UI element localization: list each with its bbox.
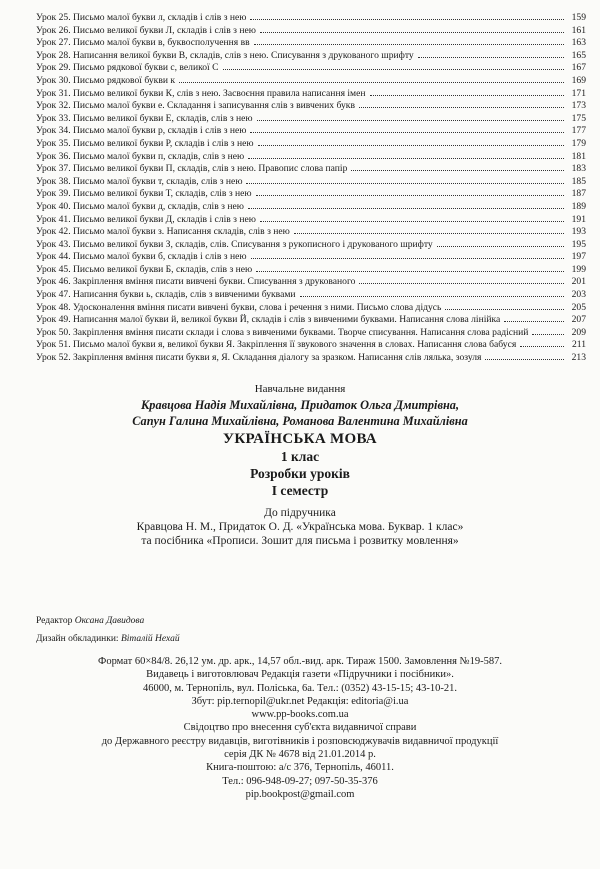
publisher-line: Формат 60×84/8. 26,12 ум. др. арк., 14,57 обл.-вид. арк. Тираж 1500. Замовлення №19-587. [98, 656, 502, 667]
toc-lesson-title: Урок 44. Письмо малої букви б, складів і слів з нею [36, 251, 247, 263]
toc-lesson-title: Урок 46. Закріплення вміння писати вивчені букви. Списування з друкованого [36, 276, 356, 288]
toc-row [36, 151, 586, 164]
toc-row [36, 276, 586, 289]
publisher-line: серія ДК № 4678 від 21.01.2014 р. [224, 749, 376, 761]
publisher-line: pip.bookpost@gmail.com [245, 788, 355, 800]
toc-page-number: 183 [571, 163, 586, 175]
toc-row [36, 327, 586, 340]
toc-lesson-title: Урок 52. Закріплення вміння писати букви я, Я. Складання діалогу за зразком. Написання слів лялька, зозуля [36, 352, 482, 364]
textbook-line-1: До підручника [264, 507, 336, 519]
toc-leader-dots [260, 221, 564, 222]
toc-page-number: 203 [571, 289, 586, 301]
toc-leader-dots [254, 44, 564, 45]
editor-label: Редактор [36, 616, 73, 626]
toc-page-number: 175 [571, 112, 586, 124]
editor-name: Оксана Давидова [74, 616, 145, 626]
toc-leader-dots [248, 208, 564, 209]
toc-page-number: 181 [571, 150, 586, 162]
toc-row [36, 25, 586, 38]
toc-leader-dots [485, 359, 564, 360]
toc-lesson-title: Урок 43. Письмо великої букви З, складів, слів. Списування з рукописного і друкованого шрифту [36, 238, 433, 250]
toc-leader-dots [504, 321, 564, 322]
toc-page-number: 177 [571, 125, 586, 137]
toc-page-number: 197 [571, 251, 586, 263]
book-title: УКРАЇНСЬКА МОВА [223, 431, 377, 447]
toc-leader-dots [520, 346, 564, 347]
toc-lesson-title: Урок 30. Письмо рядкової букви к [36, 74, 176, 86]
toc-row [36, 75, 586, 88]
toc-lesson-title: Урок 34. Письмо малої букви р, складів і слів з нею [36, 125, 247, 137]
publisher-line: до Державного реєстру видавців, виготівників і розповсюджувачів видавничої продукції [101, 735, 499, 747]
toc-row [36, 176, 586, 189]
toc-lesson-title: Урок 48. Удосконалення вміння писати вивчені букви, слова і речення з ними. Письмо слова дідусь [36, 301, 442, 313]
toc-lesson-title: Урок 49. Написання малої букви й, великої букви Й, складів і слів з вивченими буквами. Написання слова лінійка [36, 314, 501, 326]
publisher-line: 46000, м. Тернопіль, вул. Поліська, 6а. Тел.: (0352) 43-15-15; 43-10-21. [142, 682, 458, 694]
book-subtitle: Розробки уроків [250, 466, 350, 481]
toc-page-number: 193 [571, 226, 586, 238]
toc-leader-dots [179, 82, 564, 83]
toc-page-number: 189 [571, 200, 586, 212]
toc-leader-dots [294, 233, 564, 234]
toc-page-number: 207 [571, 314, 586, 326]
series-label: Навчальне видання [254, 383, 346, 395]
toc-leader-dots [250, 19, 564, 20]
textbook-line-3: та посібника «Прописи. Зошит для письма і розвитку мовлення» [141, 535, 459, 547]
toc-lesson-title: Урок 27. Письмо малої букви в, буквосполучення вв [36, 37, 250, 49]
toc-lesson-title: Урок 36. Письмо малої букви п, складів, слів з нею [36, 150, 245, 162]
imprint-block [0, 383, 600, 548]
toc-row [36, 100, 586, 113]
toc-page-number: 179 [571, 137, 586, 149]
toc-lesson-title: Урок 50. Закріплення вміння писати склади і слова з вивченими буквами. Творче списування. Написання слова радісний [36, 326, 529, 338]
toc-lesson-title: Урок 31. Письмо великої букви К, слів з нею. Засвоєння правила написання імен [36, 87, 366, 99]
publisher-line: Видавець і виготовлювач Редакція газети «Підручники і посібники». [146, 669, 454, 681]
toc-leader-dots [250, 132, 564, 133]
toc-lesson-title: Урок 38. Письмо малої букви т, складів, слів з нею [36, 175, 243, 187]
toc-leader-dots [370, 95, 564, 96]
toc-lesson-title: Урок 40. Письмо малої букви д, складів, слів з нею [36, 200, 244, 212]
designer-name: Віталій Нехай [120, 634, 180, 644]
toc-lesson-title: Урок 41. Письмо великої букви Д, складів і слів з нею [36, 213, 256, 225]
toc-leader-dots [351, 170, 564, 171]
authors-line-2: Сапун Галина Михайлівна, Романова Валентина Михайлівна [132, 414, 468, 428]
toc-row [36, 339, 586, 352]
publisher-line: Свідоцтво про внесення суб'єкта видавничої справи [183, 722, 417, 734]
toc-lesson-title: Урок 45. Письмо великої букви Б, складів, слів з нею [36, 263, 253, 275]
toc-page-number: 159 [571, 12, 586, 23]
toc-row [36, 302, 586, 315]
toc-leader-dots [437, 246, 564, 247]
toc-row [36, 239, 586, 252]
toc-row [36, 163, 586, 176]
toc-lesson-title: Урок 25. Письмо малої букви л, складів і слів з нею [36, 12, 247, 23]
toc-page-number: 191 [571, 213, 586, 225]
toc-page-number: 173 [571, 100, 586, 112]
toc-leader-dots [300, 296, 564, 297]
toc-lesson-title: Урок 42. Письмо малої букви з. Написання складів, слів з нею [36, 226, 290, 238]
publisher-line: www.pp-books.com.ua [251, 709, 349, 721]
toc-leader-dots [251, 258, 564, 259]
toc-page-number: 167 [571, 62, 586, 74]
toc-lesson-title: Урок 26. Письмо великої букви Л, складів і слів з нею [36, 24, 256, 36]
toc-leader-dots [418, 57, 564, 58]
toc-leader-dots [256, 271, 564, 272]
toc-page-number: 195 [571, 238, 586, 250]
textbook-reference [0, 506, 600, 548]
designer-label: Дизайн обкладинки: [36, 634, 119, 644]
publisher-info [0, 655, 600, 801]
toc-row [36, 113, 586, 126]
publisher-line: Книга-поштою: а/с 376, Тернопіль, 46011. [206, 762, 394, 774]
toc-page-number: 205 [571, 301, 586, 313]
toc-leader-dots [257, 120, 564, 121]
toc-page-number: 163 [571, 37, 586, 49]
toc-row [36, 226, 586, 239]
toc-leader-dots [532, 334, 564, 335]
grade-label: 1 клас [280, 449, 320, 464]
toc-row [36, 352, 586, 365]
toc-row [36, 50, 586, 63]
toc-lesson-title: Урок 35. Письмо великої букви Р, складів і слів з нею [36, 137, 254, 149]
toc-leader-dots [256, 195, 564, 196]
toc-row [36, 251, 586, 264]
toc-page-number: 161 [571, 24, 586, 36]
toc-leader-dots [258, 145, 564, 146]
toc-page-number: 213 [571, 352, 586, 364]
publisher-line: Тел.: 096-948-09-27; 097-50-35-376 [222, 775, 378, 787]
toc-lesson-title: Урок 28. Написання великої букви В, складів, слів з нею. Списування з друкованого шрифту [36, 49, 414, 61]
authors-line-1: Кравцова Надія Михайлівна, Придаток Ольга Дмитрівна, [140, 398, 460, 412]
toc-page-number: 187 [571, 188, 586, 200]
toc-leader-dots [223, 69, 564, 70]
textbook-line-2: Кравцова Н. М., Придаток О. Д. «Українська мова. Буквар. 1 клас» [136, 521, 464, 533]
toc-row [36, 188, 586, 201]
toc-lesson-title: Урок 39. Письмо великої букви Т, складів, слів з нею [36, 188, 252, 200]
toc-row [36, 37, 586, 50]
toc-lesson-title: Урок 29. Письмо рядкової букви с, великої С [36, 62, 219, 74]
toc-row [36, 201, 586, 214]
toc-lesson-title: Урок 32. Письмо малої букви е. Складання і записування слів з вивчених букв [36, 100, 355, 112]
toc-row [36, 289, 586, 302]
toc-page-number: 185 [571, 175, 586, 187]
toc-page-number: 169 [571, 74, 586, 86]
toc-leader-dots [246, 183, 564, 184]
toc-row [36, 138, 586, 151]
toc-row [36, 214, 586, 227]
toc-row [36, 264, 586, 277]
toc-page-number: 171 [571, 87, 586, 99]
toc-lesson-title: Урок 37. Письмо великої букви П, складів, слів з нею. Правопис слова папір [36, 163, 348, 175]
toc-row [36, 88, 586, 101]
editor-credit [36, 612, 180, 630]
table-of-contents [36, 12, 586, 365]
toc-lesson-title: Урок 51. Письмо малої букви я, великої букви Я. Закріплення її звукового значення в словах. Написання слова бабуся [36, 339, 517, 351]
toc-leader-dots [260, 32, 564, 33]
toc-page-number: 211 [571, 339, 586, 351]
toc-page-number: 199 [571, 263, 586, 275]
publisher-line: Збут: pip.ternopil@ukr.net Редакція: editoria@i.ua [191, 695, 409, 707]
toc-row [36, 62, 586, 75]
toc-page-number: 209 [571, 326, 586, 338]
toc-leader-dots [248, 158, 564, 159]
toc-row [36, 12, 586, 25]
toc-lesson-title: Урок 33. Письмо великої букви Е, складів, слів з нею [36, 112, 253, 124]
toc-row [36, 125, 586, 138]
toc-page-number: 165 [571, 49, 586, 61]
toc-leader-dots [445, 309, 564, 310]
toc-leader-dots [359, 107, 564, 108]
toc-leader-dots [359, 283, 564, 284]
designer-credit [36, 630, 180, 648]
toc-row [36, 314, 586, 327]
staff-credits [36, 612, 180, 648]
toc-lesson-title: Урок 47. Написання букви ь, складів, слів з вивченими буквами [36, 289, 296, 301]
toc-page-number: 201 [571, 276, 586, 288]
semester-label: І семестр [271, 483, 329, 498]
